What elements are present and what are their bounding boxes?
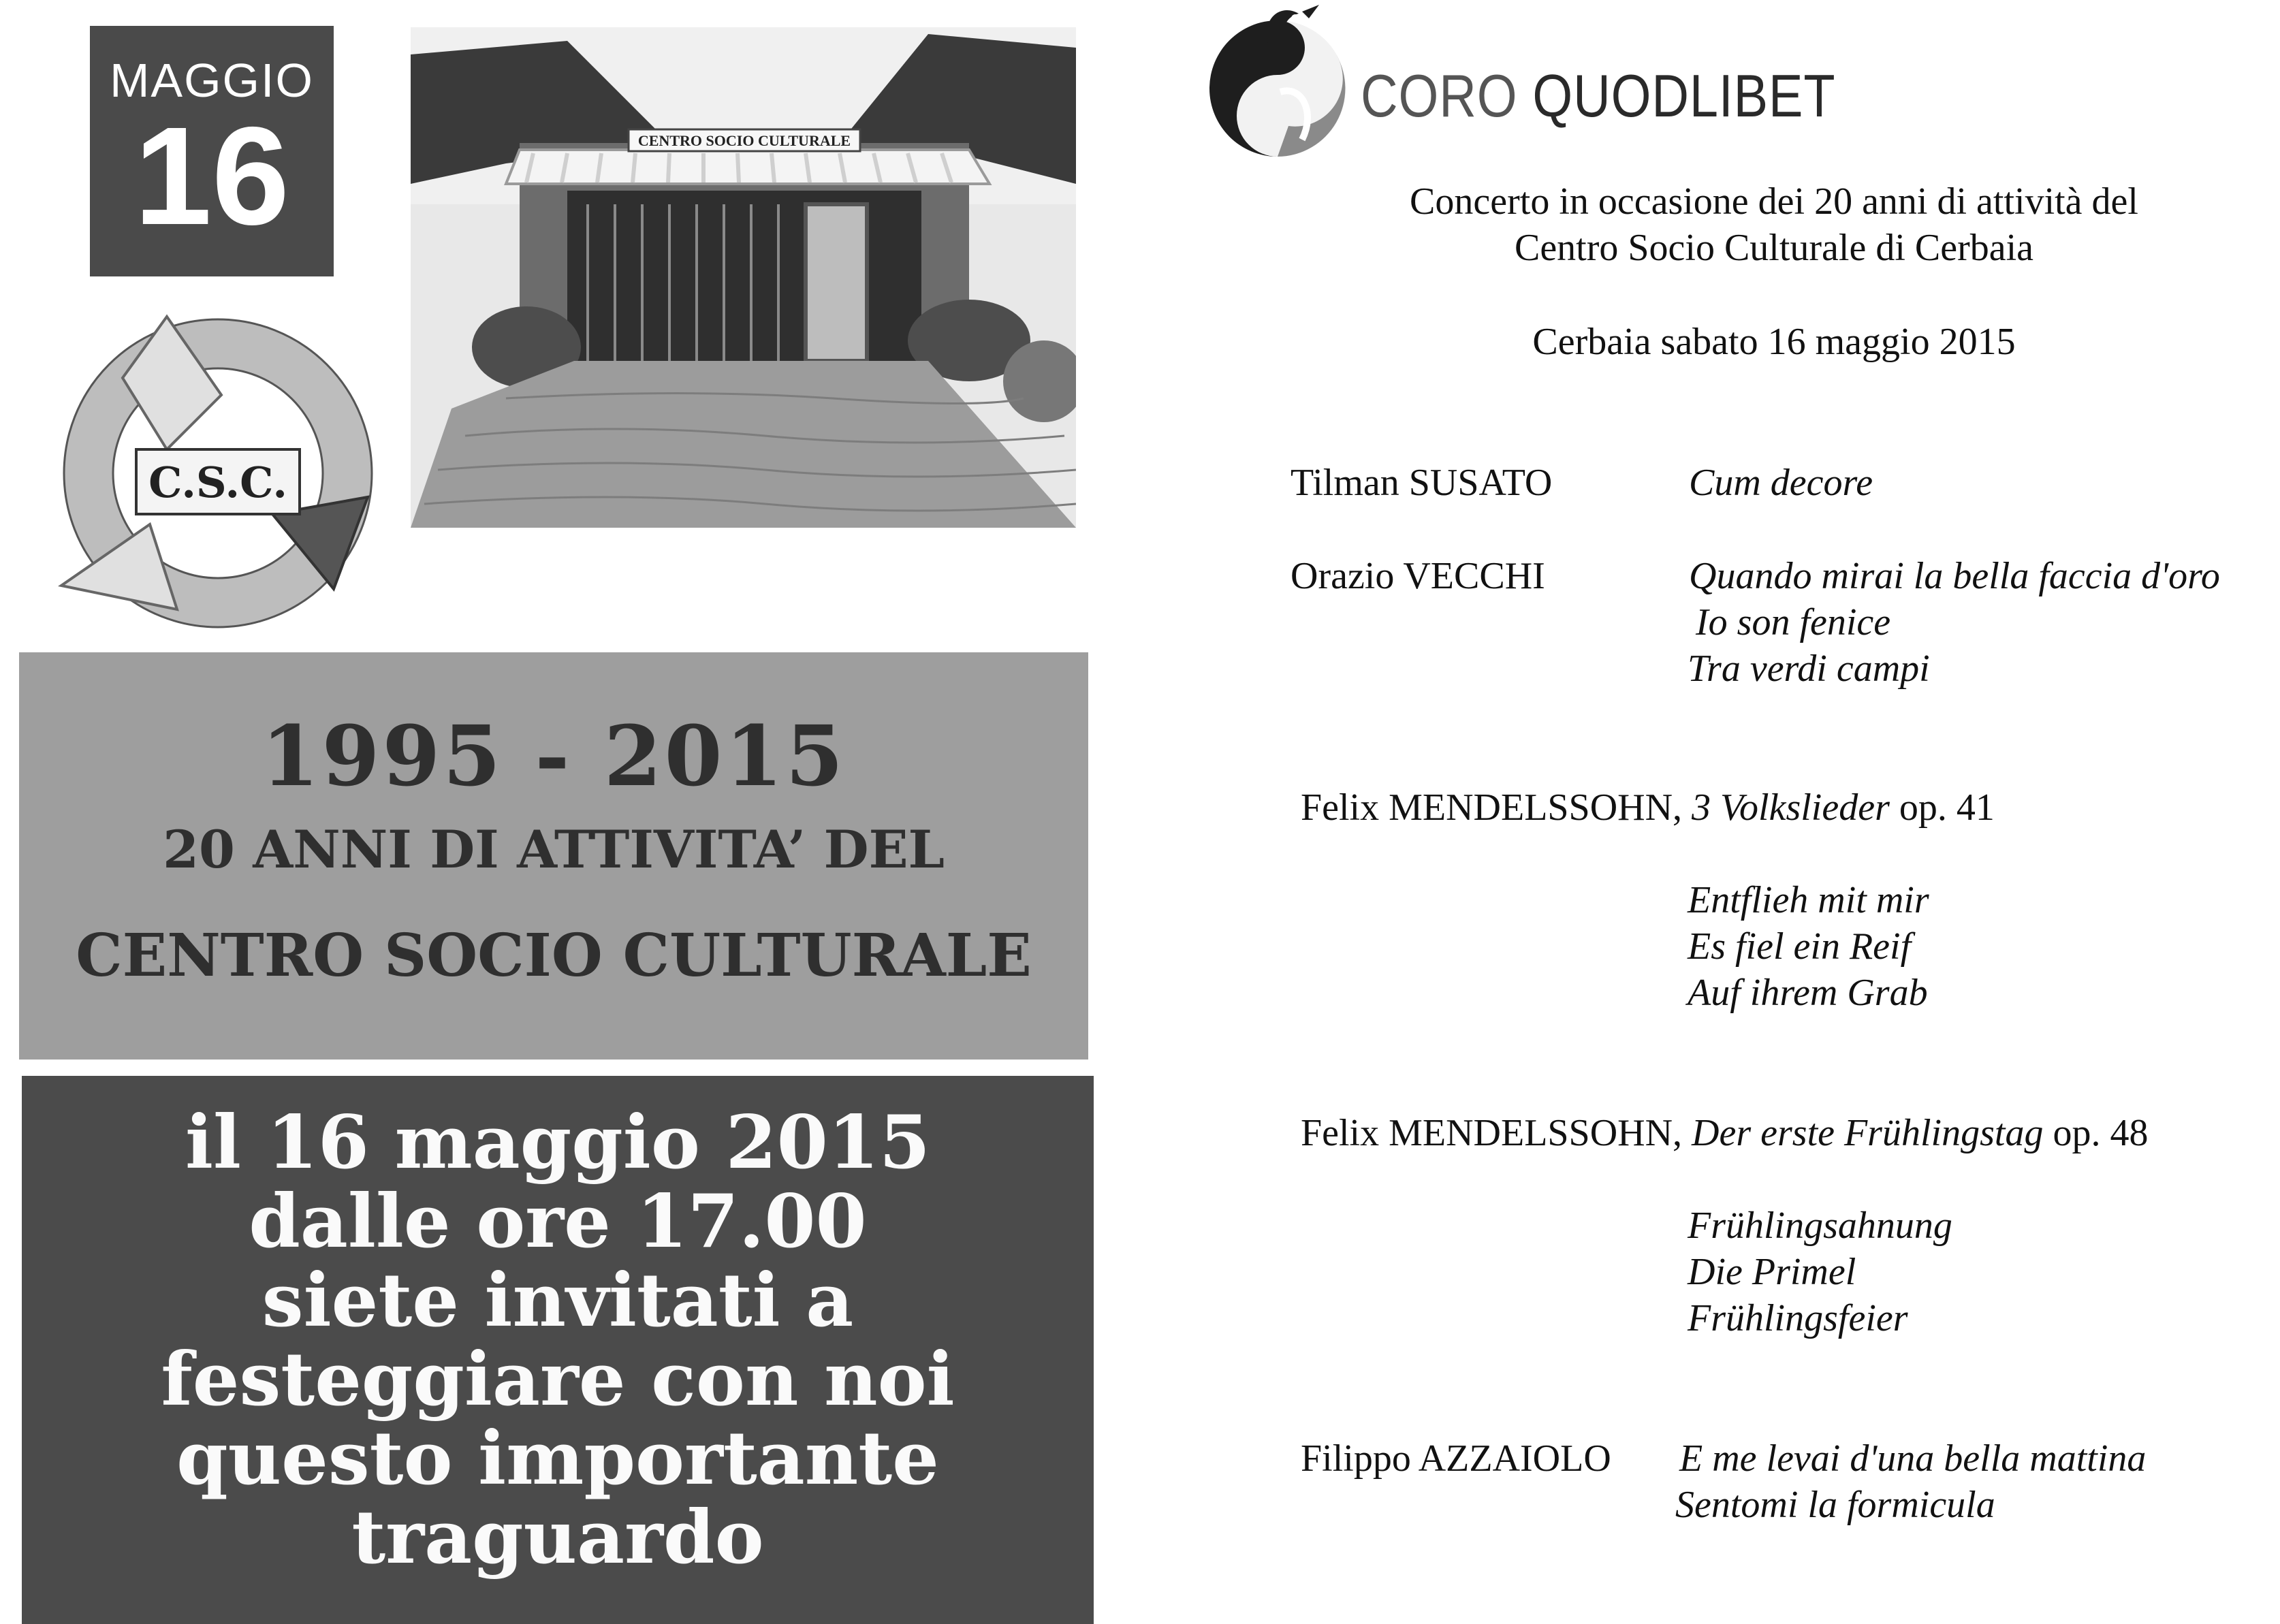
piece: Cum decore xyxy=(1689,462,1873,504)
work-title: Der erste Frühlingstag xyxy=(1692,1112,2044,1154)
piece: Tra verdi campi xyxy=(1688,648,1930,690)
invite-line: dalle ore 17.00 xyxy=(249,1179,867,1264)
building-photo xyxy=(411,27,1076,528)
intro-line-1: Concerto in occasione dei 20 anni di attività del xyxy=(1410,180,2138,223)
composer-azzaiolo: Filippo AZZAIOLO xyxy=(1301,1437,1611,1480)
anniversary-banner xyxy=(19,652,1088,1060)
coro-prefix: CORO xyxy=(1361,62,1518,129)
invite-line: questo importante xyxy=(176,1416,939,1501)
composer-susato: Tilman SUSATO xyxy=(1291,462,1553,504)
photo-sign: CENTRO SOCIO CULTURALE xyxy=(637,132,851,149)
piece: Die Primel xyxy=(1688,1251,1856,1293)
piece: Es fiel ein Reif xyxy=(1688,925,1912,968)
invite-line: festeggiare con noi xyxy=(161,1337,955,1422)
date-day: 16 xyxy=(133,98,290,254)
piece: Sentomi la formicula xyxy=(1675,1484,1995,1526)
invite-line: il 16 maggio 2015 xyxy=(185,1100,931,1185)
coro-name xyxy=(1361,61,1835,131)
banner-anni: 20 ANNI DI ATTIVITA’ DEL xyxy=(163,819,945,880)
concert-date: Cerbaia sabato 16 maggio 2015 xyxy=(1532,321,2016,363)
piece: Io son fenice xyxy=(1696,601,1891,643)
csc-logo-text: C.S.C. xyxy=(148,458,287,507)
invite-line: siete invitati a xyxy=(262,1258,854,1343)
date-month: MAGGIO xyxy=(110,54,314,107)
banner-centro: CENTRO SOCIO CULTURALE xyxy=(76,921,1032,990)
piece: Entflieh mit mir xyxy=(1688,879,1929,921)
date-badge xyxy=(90,26,334,276)
invite-line: traguardo xyxy=(351,1495,764,1580)
opus: op. 41 xyxy=(1899,786,1995,829)
piece: Frühlingsahnung xyxy=(1688,1205,1952,1247)
piece: Quando mirai la bella faccia d'oro xyxy=(1689,555,2220,597)
building-photo-illustration xyxy=(411,27,1076,528)
coro-quodlibet: QUODLIBET xyxy=(1532,62,1836,129)
work-title: 3 Volkslieder xyxy=(1692,786,1890,829)
piece: Auf ihrem Grab xyxy=(1688,972,1928,1014)
composer-vecchi: Orazio VECCHI xyxy=(1291,555,1545,597)
opus: op. 48 xyxy=(2053,1112,2149,1154)
composer-mendelssohn-op41 xyxy=(1301,784,1995,831)
csc-logo xyxy=(48,310,402,637)
composer-name: Felix MENDELSSOHN, xyxy=(1301,1112,1683,1154)
composer-name: Felix MENDELSSOHN, xyxy=(1301,786,1683,829)
intro-line-2: Centro Socio Culturale di Cerbaia xyxy=(1514,227,2034,269)
composer-mendelssohn-op48 xyxy=(1301,1110,2148,1156)
coro-logo-icon xyxy=(1200,3,1355,165)
piece: Frühlingsfeier xyxy=(1688,1297,1908,1339)
piece: E me levai d'una bella mattina xyxy=(1679,1437,2147,1480)
invitation-block xyxy=(22,1076,1094,1624)
banner-years: 1995 - 2015 xyxy=(261,707,846,805)
